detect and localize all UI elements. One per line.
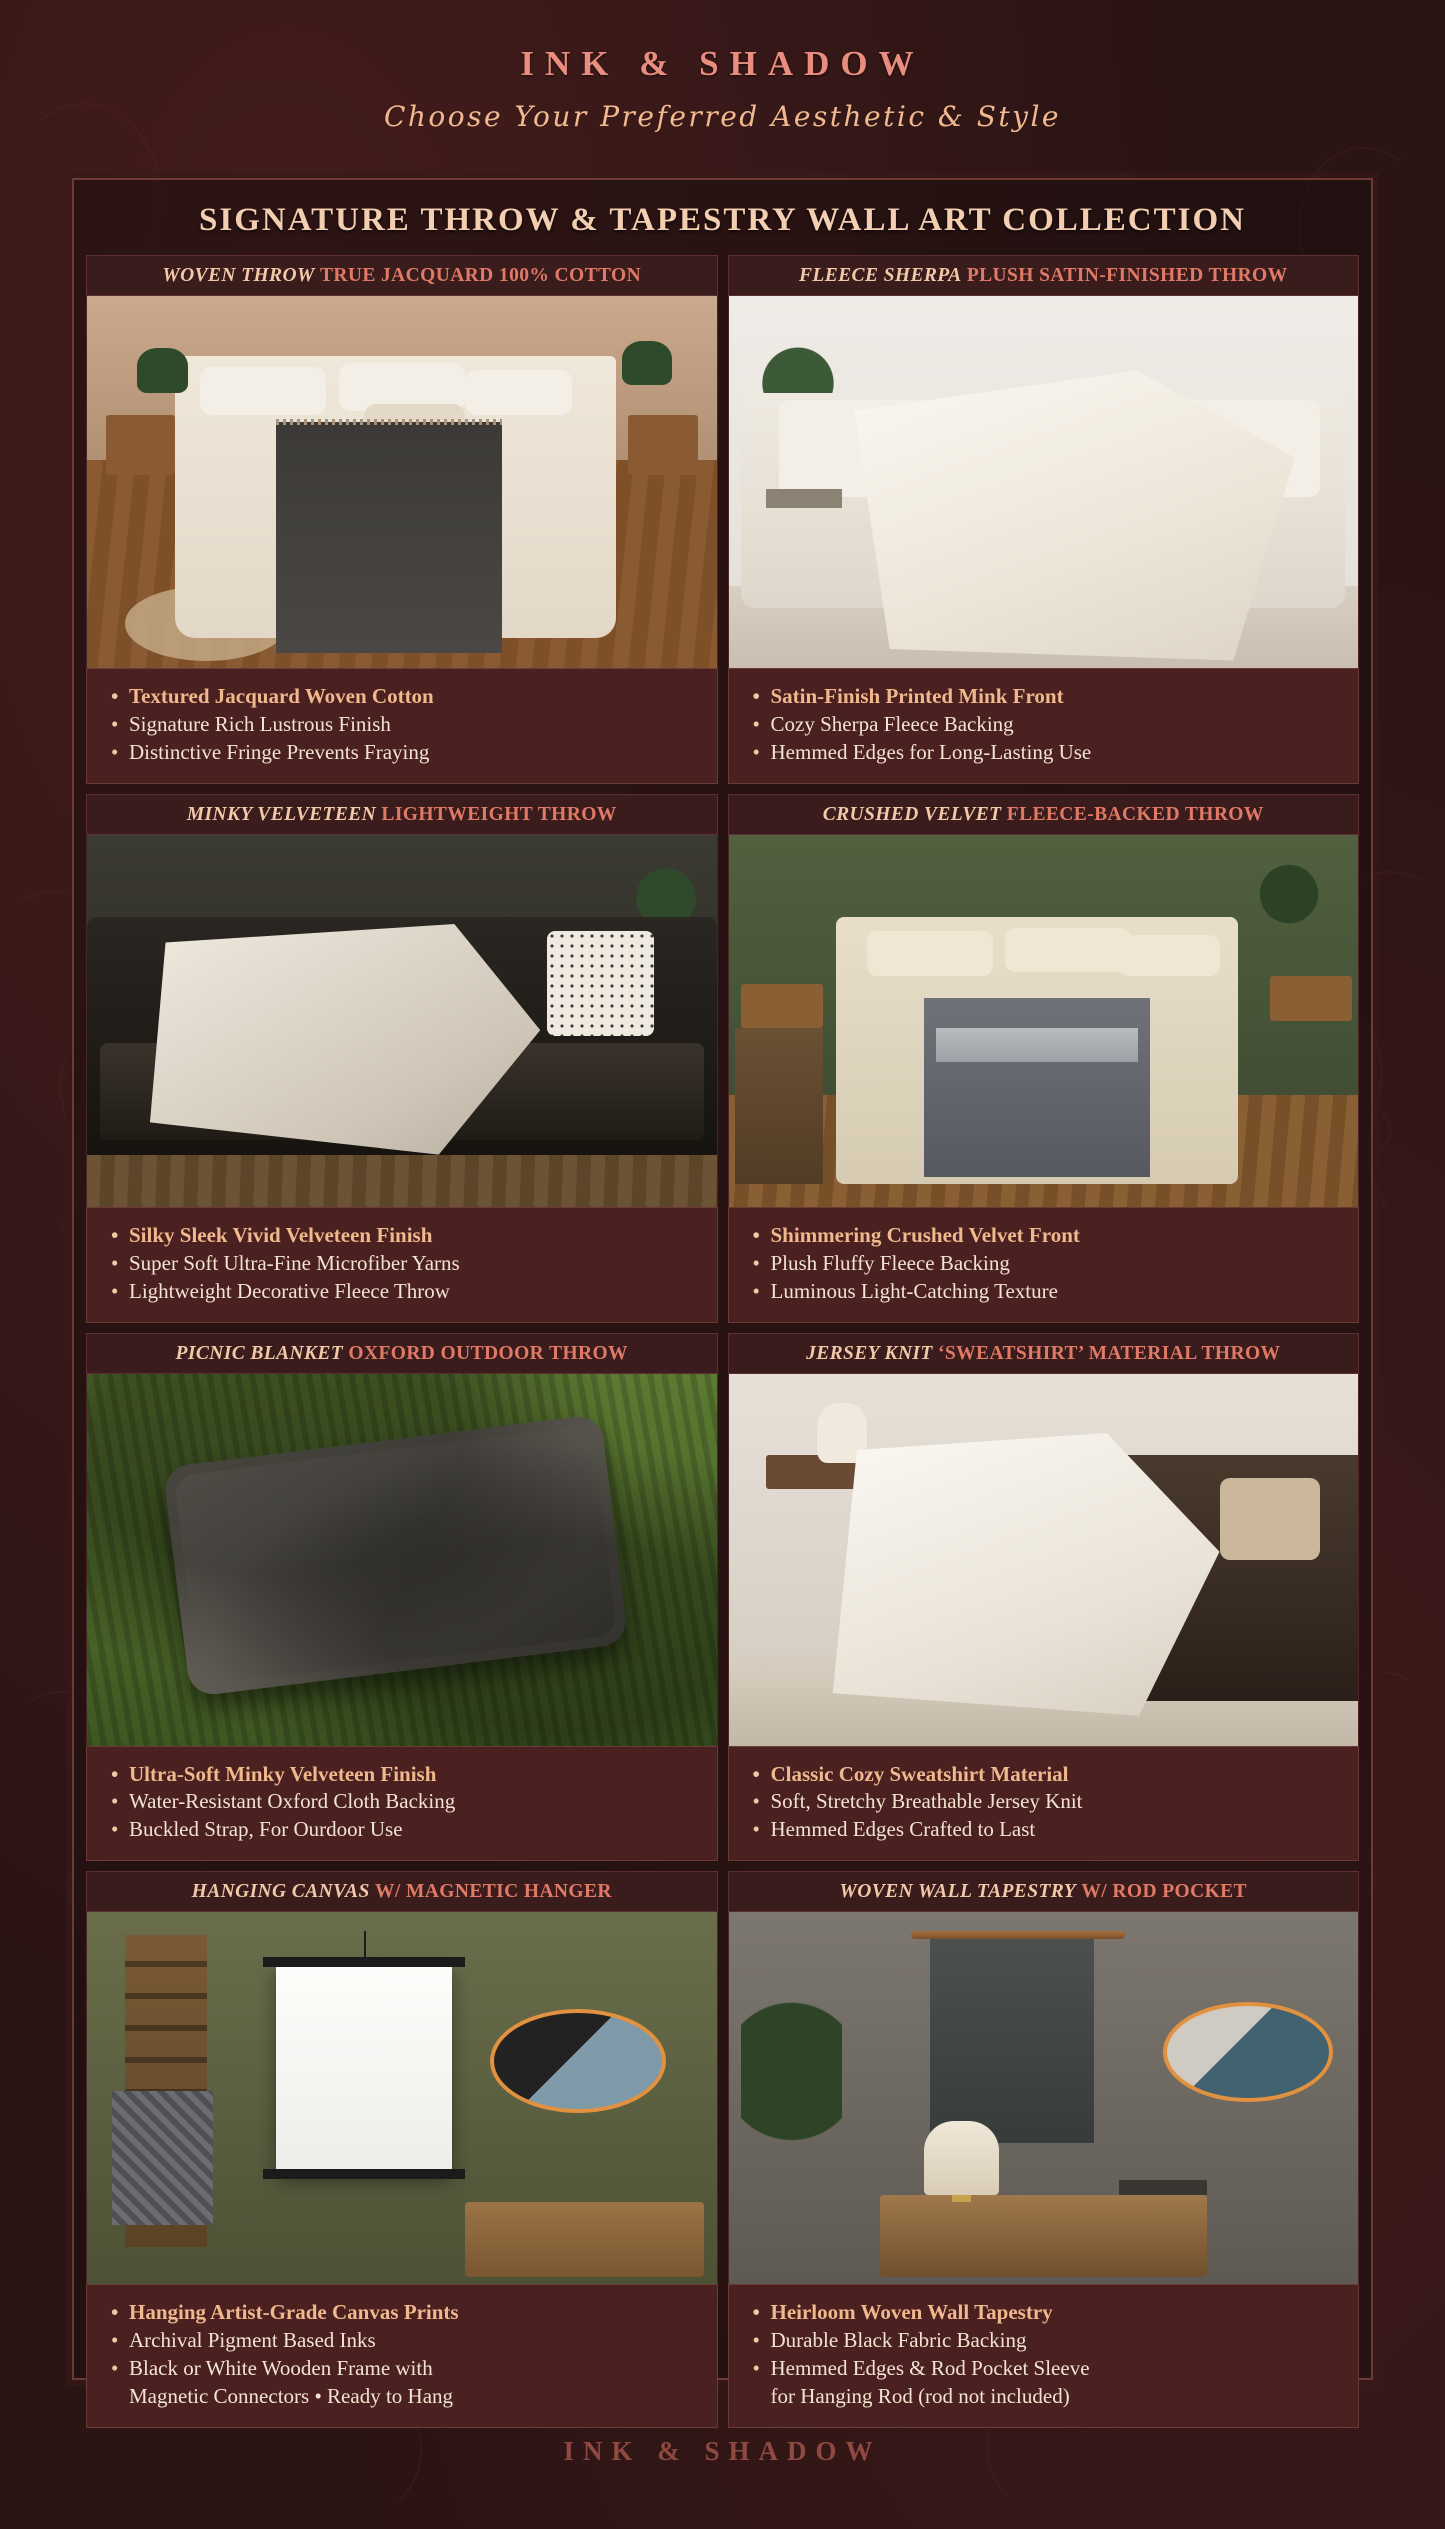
spec-item: • Textured Jacquard Woven Cotton — [109, 683, 701, 711]
spec-item: • Lightweight Decorative Fleece Throw — [109, 1278, 701, 1306]
brand-footer: INK & SHADOW — [563, 2436, 882, 2466]
product-descriptor: OXFORD OUTDOOR THROW — [348, 1342, 628, 1364]
product-header — [728, 794, 1360, 835]
spec-item: • Archival Pigment Based Inks — [109, 2327, 701, 2355]
product-specs — [728, 2284, 1360, 2428]
product-header — [728, 1333, 1360, 1374]
product-card-fleece-sherpa[interactable] — [728, 255, 1360, 784]
collection-panel — [72, 178, 1373, 2409]
spec-item: Magnetic Connectors • Ready to Hang — [129, 2384, 454, 2409]
product-specs — [728, 1746, 1360, 1862]
product-descriptor: FLEECE-BACKED THROW — [1006, 803, 1264, 825]
detail-zoom-circle — [1163, 2002, 1333, 2102]
product-specs — [728, 668, 1360, 784]
product-specs — [86, 668, 718, 784]
spec-item: • Hemmed Edges Crafted to Last — [751, 1816, 1343, 1844]
product-name: MINKY VELVETEEN — [186, 803, 377, 825]
panel-title: SIGNATURE THROW & TAPESTRY WALL ART COLLECTION — [199, 202, 1246, 238]
product-header — [728, 1871, 1360, 1912]
product-specs — [86, 2284, 718, 2428]
product-header — [728, 255, 1360, 296]
product-photo — [86, 1912, 718, 2284]
spec-item: • Buckled Strap, For Ourdoor Use — [109, 1816, 701, 1844]
spec-item: • Hemmed Edges & Rod Pocket Sleeve — [751, 2355, 1343, 2383]
spec-item: • Signature Rich Lustrous Finish — [109, 711, 701, 739]
product-photo — [86, 1374, 718, 1746]
product-name: HANGING CANVAS — [191, 1881, 370, 1903]
spec-item: for Hanging Rod (rod not included) — [770, 2384, 1070, 2409]
product-descriptor: PLUSH SATIN-FINISHED THROW — [966, 265, 1288, 286]
product-photo — [728, 835, 1360, 1207]
product-specs — [86, 1207, 718, 1323]
product-name: PICNIC BLANKET — [175, 1342, 344, 1364]
product-grid — [74, 255, 1371, 2440]
spec-item: • Durable Black Fabric Backing — [751, 2327, 1343, 2355]
spec-item: • Plush Fluffy Fleece Backing — [751, 1250, 1343, 1278]
product-header — [86, 1333, 718, 1374]
product-header — [86, 1871, 718, 1912]
spec-item: • Shimmering Crushed Velvet Front — [751, 1222, 1343, 1250]
product-card-picnic-blanket[interactable] — [86, 1333, 718, 1862]
spec-item: • Heirloom Woven Wall Tapestry — [751, 2299, 1343, 2327]
product-descriptor: W/ ROD POCKET — [1081, 1881, 1247, 1903]
product-descriptor: TRUE JACQUARD 100% COTTON — [319, 265, 642, 286]
spec-item: • Classic Cozy Sweatshirt Material — [751, 1761, 1343, 1789]
product-specs — [728, 1207, 1360, 1323]
product-name: CRUSHED VELVET — [822, 803, 1002, 825]
product-card-jersey-knit[interactable] — [728, 1333, 1360, 1862]
product-name: JERSEY KNIT — [806, 1342, 933, 1364]
product-name: FLEECE SHERPA — [799, 265, 962, 286]
product-descriptor: ‘SWEATSHIRT’ MATERIAL THROW — [938, 1342, 1281, 1364]
detail-zoom-circle — [490, 2009, 666, 2113]
product-card-woven-wall-tapestry[interactable] — [728, 1871, 1360, 2428]
product-descriptor: W/ MAGNETIC HANGER — [374, 1881, 612, 1903]
product-card-woven-throw[interactable] — [86, 255, 718, 784]
spec-item: • Super Soft Ultra-Fine Microfiber Yarns — [109, 1250, 701, 1278]
poster-header — [0, 0, 1445, 133]
product-header — [86, 255, 718, 296]
spec-item: • Water-Resistant Oxford Cloth Backing — [109, 1788, 701, 1816]
spec-item: • Hemmed Edges for Long-Lasting Use — [751, 739, 1343, 767]
spec-item: • Luminous Light-Catching Texture — [751, 1278, 1343, 1306]
product-photo — [728, 296, 1360, 668]
spec-item: • Distinctive Fringe Prevents Fraying — [109, 739, 701, 767]
product-name: WOVEN THROW — [162, 265, 315, 286]
spec-item: • Silky Sleek Vivid Velveteen Finish — [109, 1222, 701, 1250]
product-card-minky-velveteen[interactable] — [86, 794, 718, 1323]
spec-item: • Cozy Sherpa Fleece Backing — [751, 711, 1343, 739]
product-specs — [86, 1746, 718, 1862]
spec-item: • Satin-Finish Printed Mink Front — [751, 683, 1343, 711]
spec-item: • Hanging Artist-Grade Canvas Prints — [109, 2299, 701, 2327]
brand-title: INK & SHADOW — [520, 44, 925, 83]
product-photo — [86, 296, 718, 668]
product-descriptor: LIGHTWEIGHT THROW — [381, 803, 617, 825]
product-card-hanging-canvas[interactable] — [86, 1871, 718, 2428]
spec-item: • Soft, Stretchy Breathable Jersey Knit — [751, 1788, 1343, 1816]
spec-item: • Black or White Wooden Frame with — [109, 2355, 701, 2383]
product-name: WOVEN WALL TAPESTRY — [839, 1881, 1077, 1903]
product-photo — [728, 1912, 1360, 2284]
product-card-crushed-velvet[interactable] — [728, 794, 1360, 1323]
brand-subtitle: Choose Your Preferred Aesthetic & Style — [383, 100, 1062, 133]
product-photo — [728, 1374, 1360, 1746]
spec-item: • Ultra-Soft Minky Velveteen Finish — [109, 1761, 701, 1789]
product-header — [86, 794, 718, 835]
product-photo — [86, 835, 718, 1207]
